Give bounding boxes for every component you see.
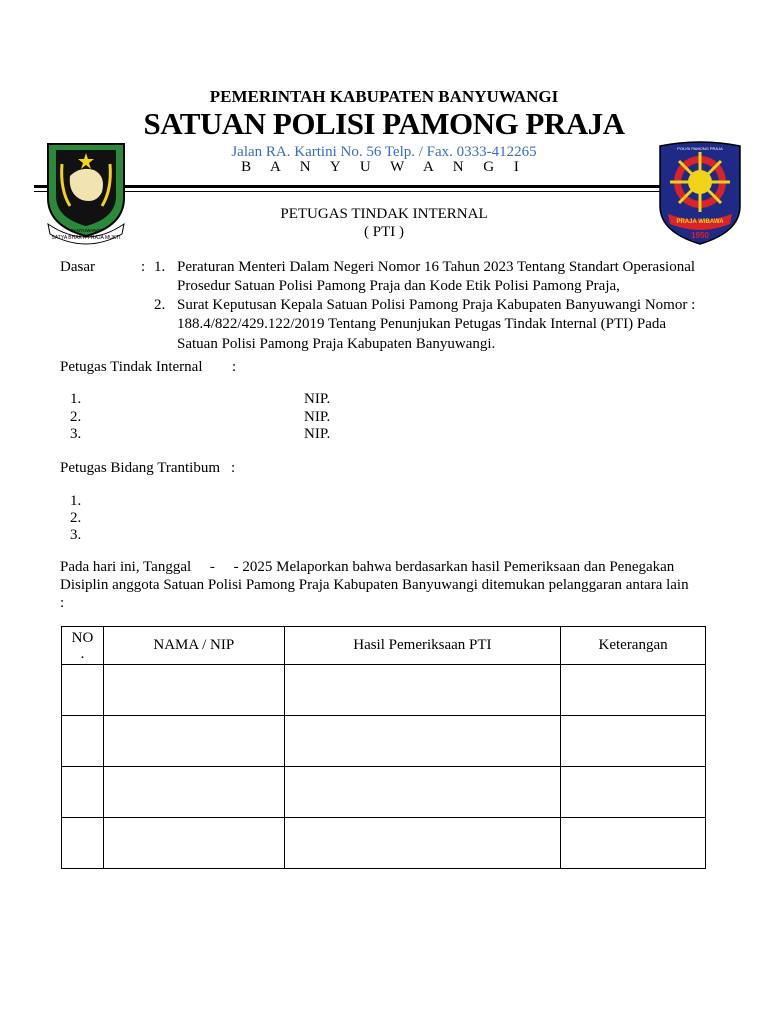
dasar-colon: : bbox=[141, 259, 146, 275]
table-cell[interactable] bbox=[103, 767, 284, 818]
pti-item-number: 1. bbox=[70, 391, 82, 407]
right-logo-year: 1950 bbox=[691, 231, 709, 240]
table-cell[interactable] bbox=[561, 818, 706, 869]
trantibum-label: Petugas Bidang Trantibum bbox=[60, 460, 221, 476]
dasar-item-number: 1. bbox=[154, 259, 166, 275]
column-header-no: NO . bbox=[62, 627, 104, 665]
column-header-hasil-pemeriksaan: Hasil Pemeriksaan PTI bbox=[284, 627, 561, 665]
header-government: PEMERINTAH KABUPATEN BANYUWANGI bbox=[209, 87, 559, 106]
pti-findings-table bbox=[61, 626, 706, 869]
table-row bbox=[62, 818, 706, 869]
pti-nip-label: NIP. bbox=[304, 426, 331, 442]
dasar-item-line: 188.4/822/429.122/2019 Tentang Penunjukan Petugas Tindak Internal (PTI) Pada bbox=[177, 316, 667, 332]
dasar-label: Dasar bbox=[60, 259, 95, 275]
table-cell[interactable] bbox=[284, 818, 561, 869]
pti-label: Petugas Tindak Internal bbox=[60, 359, 203, 375]
table-row bbox=[62, 716, 706, 767]
left-logo-motto: SATYA BHAKTI PRAJA MUKTI bbox=[51, 235, 121, 241]
trantibum-item-number: 3. bbox=[70, 527, 82, 543]
table-cell[interactable] bbox=[103, 665, 284, 716]
table-cell[interactable] bbox=[284, 665, 561, 716]
table-cell[interactable] bbox=[561, 716, 706, 767]
pti-item-number: 2. bbox=[70, 409, 82, 425]
report-paragraph-line: Disiplin anggota Satuan Polisi Pamong Praja Kabupaten Banyuwangi ditemukan pelanggaran antara lain bbox=[60, 577, 689, 593]
pti-nip-label: NIP. bbox=[304, 391, 331, 407]
table-row bbox=[62, 665, 706, 716]
table-row bbox=[62, 767, 706, 818]
table-cell[interactable] bbox=[284, 716, 561, 767]
table-cell[interactable] bbox=[561, 767, 706, 818]
trantibum-item-number: 2. bbox=[70, 510, 82, 526]
document-title: PETUGAS TINDAK INTERNAL bbox=[280, 206, 488, 222]
column-header-keterangan: Keterangan bbox=[561, 627, 706, 665]
pti-colon: : bbox=[232, 359, 237, 375]
trantibum-item-number: 1. bbox=[70, 493, 82, 509]
left-logo-name: BANYUWANGI bbox=[70, 228, 102, 233]
table-cell[interactable] bbox=[62, 665, 104, 716]
table-cell[interactable] bbox=[62, 767, 104, 818]
table-cell[interactable] bbox=[62, 818, 104, 869]
table-cell[interactable] bbox=[284, 767, 561, 818]
dasar-item-number: 2. bbox=[154, 297, 166, 313]
trantibum-colon: : bbox=[231, 460, 236, 476]
dasar-item-line: Satuan Polisi Pamong Praja Kabupaten Banyuwangi. bbox=[177, 336, 496, 352]
header-rule-thin bbox=[34, 191, 734, 192]
report-paragraph-line: : bbox=[60, 595, 65, 611]
table-cell[interactable] bbox=[62, 716, 104, 767]
dasar-item-line: Peraturan Menteri Dalam Negeri Nomor 16 Tahun 2023 Tentang Standart Operasional bbox=[177, 259, 696, 275]
header-city: B A N Y U W A N G I bbox=[241, 159, 527, 175]
table-header-row bbox=[62, 627, 706, 665]
pti-item-number: 3. bbox=[70, 426, 82, 442]
report-paragraph-line: Pada hari ini, Tanggal - - 2025 Melaporkan bahwa berdasarkan hasil Pemeriksaan dan Penegakan bbox=[60, 559, 675, 575]
header-organization: SATUAN POLISI PAMONG PRAJA bbox=[143, 106, 625, 141]
right-logo-motto: PRAJA WIBAWA bbox=[676, 219, 724, 225]
column-header-nama-nip: NAMA / NIP bbox=[103, 627, 284, 665]
right-logo-name: POLISI PAMONG PRAJA bbox=[677, 146, 723, 151]
header-rule-thick bbox=[34, 185, 734, 188]
dasar-item-line: Surat Keputusan Kepala Satuan Polisi Pamong Praja Kabupaten Banyuwangi Nomor : bbox=[177, 297, 696, 313]
table-cell[interactable] bbox=[103, 818, 284, 869]
document-subtitle: ( PTI ) bbox=[364, 224, 404, 240]
pti-nip-label: NIP. bbox=[304, 409, 331, 425]
header-address: Jalan RA. Kartini No. 56 Telp. / Fax. 0333-412265 bbox=[231, 144, 537, 160]
dasar-item-line: Prosedur Satuan Polisi Pamong Praja dan Kode Etik Polisi Pamong Praja, bbox=[177, 278, 620, 294]
table-cell[interactable] bbox=[561, 665, 706, 716]
table-cell[interactable] bbox=[103, 716, 284, 767]
